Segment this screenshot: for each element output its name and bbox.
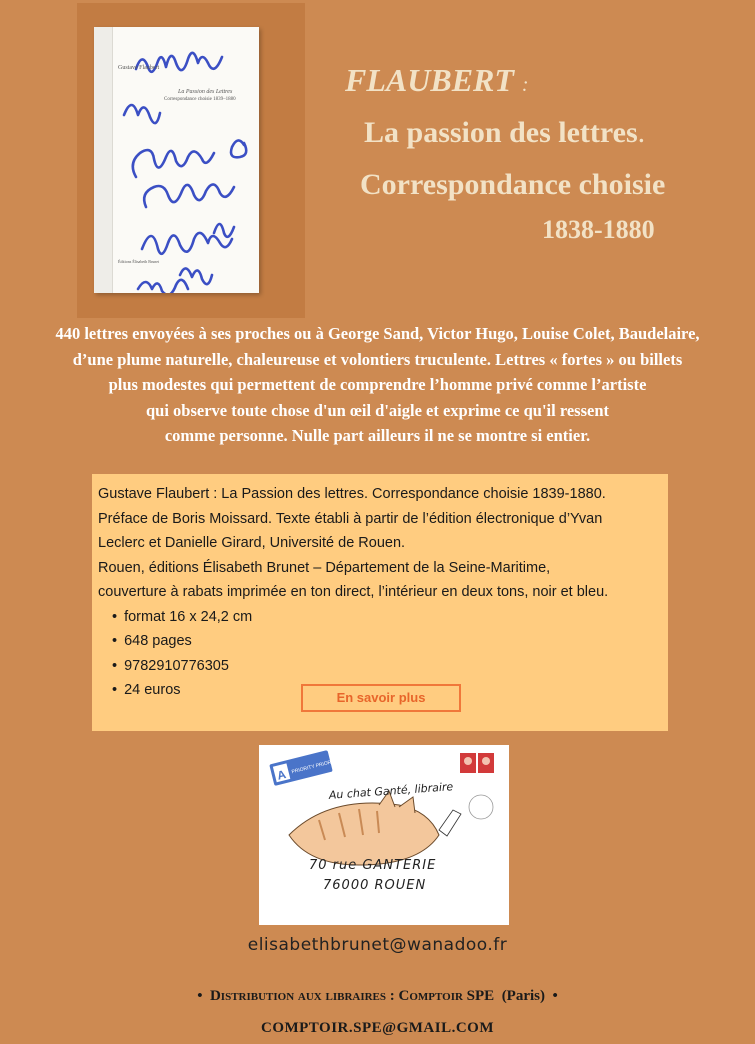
info-bullet-price: • 24 euros: [112, 678, 668, 703]
envelope-illustration: [259, 745, 509, 925]
cover-author: Gustave Flaubert: [118, 65, 160, 71]
bullet-glyph: •: [552, 988, 558, 1004]
description-line: plus modestes qui permettent de comprendre l’homme privé comme l’artiste: [108, 375, 647, 394]
distribution-line: [0, 988, 755, 1005]
headline-subtitle: Correspondance choisie: [360, 168, 666, 201]
cover-subtitle: Correspondance choisie 1839–1880: [164, 97, 236, 102]
envelope-line3: 76000 ROUEN: [323, 878, 427, 893]
cover-publisher: Éditions Élisabeth Brunet: [118, 259, 160, 264]
info-bullet-isbn: • 9782910776305: [112, 654, 668, 679]
info-line: Rouen, éditions Élisabeth Brunet – Département de la Seine-Maritime,: [98, 559, 551, 576]
distribution-sep: :: [386, 988, 399, 1004]
info-line: couverture à rabats imprimée en ton direct, l’intérieur en deux tons, noir et bleu.: [98, 584, 609, 600]
envelope-drawing: [259, 745, 509, 925]
headline-title-text: La passion des lettres: [364, 116, 638, 149]
info-line: Leclerc et Danielle Girard, Université de Rouen.: [98, 535, 406, 551]
description-line: qui observe toute chose d'un œil d'aigle et exprime ce qu'il ressent: [145, 400, 610, 420]
headline-title: [364, 116, 645, 150]
comptoir-email[interactable]: COMPTOIR.SPE@GMAIL.COM: [260, 1020, 494, 1036]
priority-label: PRIORITY PRIORITAIRE: [291, 755, 348, 776]
headline-author: [345, 62, 529, 99]
book-cover-image: [94, 27, 259, 293]
bullet-glyph: •: [197, 988, 203, 1004]
description-line: 440 lettres envoyées à ses proches ou à George Sand, Victor Hugo, Louise Colet, Baudelaire,: [55, 324, 700, 343]
svg-text:A: A: [275, 767, 288, 783]
cover-title: La Passion des Lettres: [178, 89, 233, 95]
envelope-line1: Au chat Ganté, libraire: [328, 780, 454, 802]
headline-years: 1838-1880: [542, 215, 655, 244]
info-line: Gustave Flaubert : La Passion des lettres. Correspondance choisie 1839-1880.: [98, 486, 606, 502]
description-line: comme personne. Nulle part ailleurs il ne se montre si entier.: [164, 426, 591, 445]
headline-colon: :: [521, 74, 529, 96]
envelope-line2: 70 rue GANTERIE: [309, 858, 437, 873]
learn-more-button[interactable]: En savoir plus: [301, 684, 461, 712]
info-bullet-pages: • 648 pages: [112, 629, 668, 654]
info-bullet-format: • format 16 x 24,2 cm: [112, 605, 668, 630]
distribution-city: (Paris): [501, 988, 546, 1004]
info-line: Préface de Boris Moissard. Texte établi à partir de l’édition électronique d’Yvan: [98, 510, 603, 527]
distribution-name: Comptoir SPE: [398, 988, 495, 1004]
contact-email[interactable]: elisabethbrunet@wanadoo.fr: [247, 935, 508, 955]
postmark-icon: [469, 795, 493, 819]
description-line: d’une plume naturelle, chaleureuse et volontiers truculente. Lettres « fortes » ou billets: [72, 349, 683, 369]
sleeping-cat-icon: [289, 791, 461, 865]
headline-title-dot: .: [637, 116, 646, 149]
headline-author-text: FLAUBERT: [345, 62, 514, 98]
book-description: [10, 321, 745, 449]
stamp-icon: [460, 753, 494, 773]
distribution-label: Distribution aux libraires: [209, 988, 387, 1004]
